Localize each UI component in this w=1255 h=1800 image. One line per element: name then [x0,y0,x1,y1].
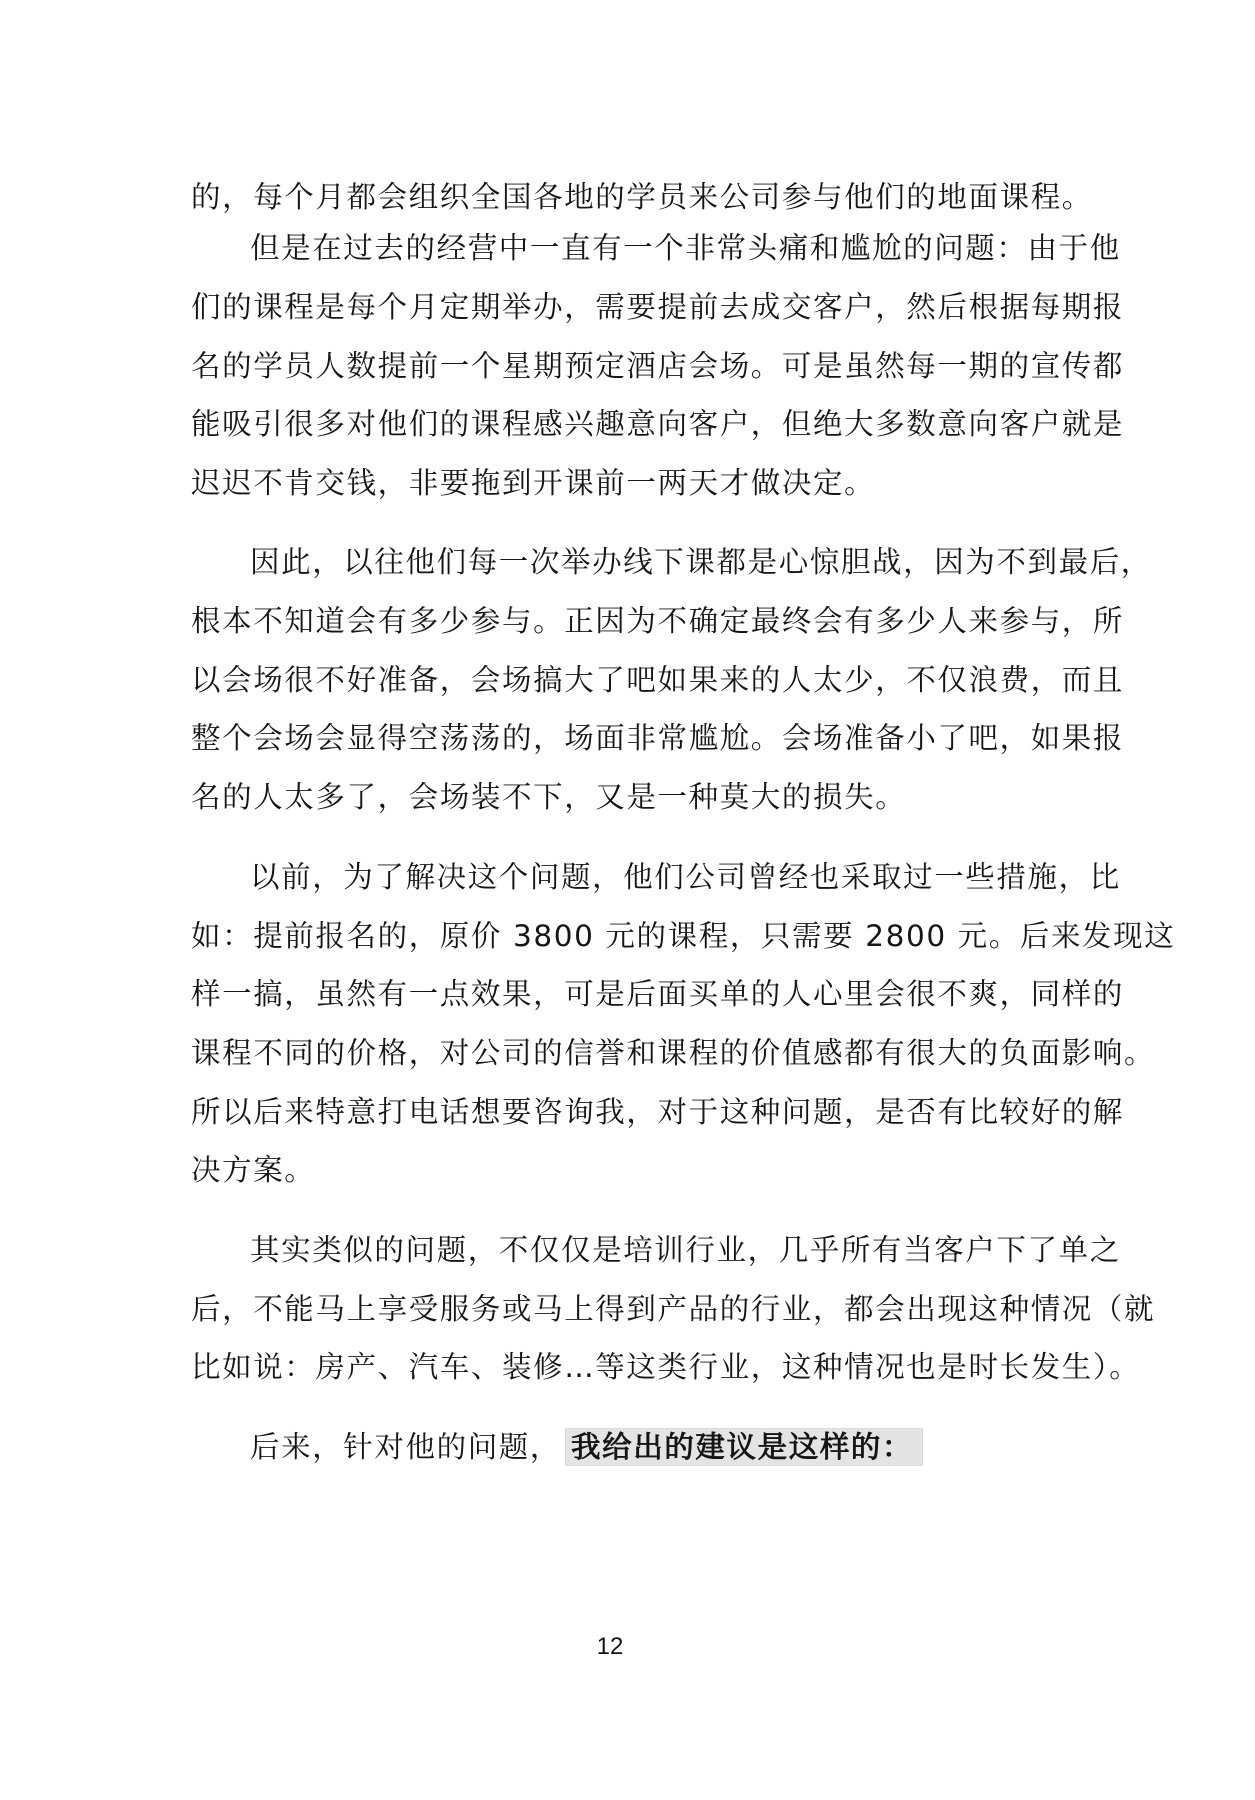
text-line: 以前，为了解决这个问题，他们公司曾经也采取过一些措施，比 [250,860,1121,894]
text-line: 所以后来特意打电话想要咨询我，对于这种问题，是否有比较好的解 [191,1095,1125,1129]
text-line: 根本不知道会有多少参与。正因为不确定最终会有多少人来参与，所 [191,604,1125,638]
text-line: 课程不同的价格，对公司的信誉和课程的价值感都有很大的负面影响。 [191,1036,1156,1070]
text-line: 如：提前报名的，原价 3800 元的课程，只需要 2800 元。后来发现这 [191,919,1176,953]
text-line: 以会场很不好准备，会场搞大了吧如果来的人太少，不仅浪费，而且 [191,663,1125,697]
text-line: 们的课程是每个月定期举办，需要提前去成交客户，然后根据每期报 [191,290,1125,324]
text-line: 名的学员人数提前一个星期预定酒店会场。可是虽然每一期的宣传都 [191,349,1125,383]
text-line: 因此，以往他们每一次举办线下课都是心惊胆战，因为不到最后， [250,545,1152,579]
final-line [250,1427,923,1467]
highlighted-text: 我给出的建议是这样的： [565,1428,923,1466]
final-line-prefix: 后来，针对他的问题， [250,1430,562,1464]
text-line: 比如说：房产、汽车、装修…等这类行业，这种情况也是时长发生）。 [191,1350,1141,1384]
text-line: 但是在过去的经营中一直有一个非常头痛和尴尬的问题：由于他 [250,231,1121,265]
text-line: 能吸引很多对他们的课程感兴趣意向客户，但绝大多数意向客户就是 [191,407,1125,441]
text-line: 整个会场会显得空荡荡的，场面非常尴尬。会场准备小了吧，如果报 [191,721,1125,755]
text-line: 后，不能马上享受服务或马上得到产品的行业，都会出现这种情况（就 [191,1292,1156,1326]
text-line: 的，每个月都会组织全国各地的学员来公司参与他们的地面课程。 [191,180,1093,214]
text-line: 其实类似的问题，不仅仅是培训行业，几乎所有当客户下了单之 [250,1233,1121,1267]
page-number: 12 [596,1633,624,1660]
text-line: 迟迟不肯交钱，非要拖到开课前一两天才做决定。 [191,466,876,500]
text-line: 决方案。 [191,1153,316,1187]
text-line: 名的人太多了，会场装不下，又是一种莫大的损失。 [191,780,907,814]
text-line: 样一搞，虽然有一点效果，可是后面买单的人心里会很不爽，同样的 [191,977,1125,1011]
